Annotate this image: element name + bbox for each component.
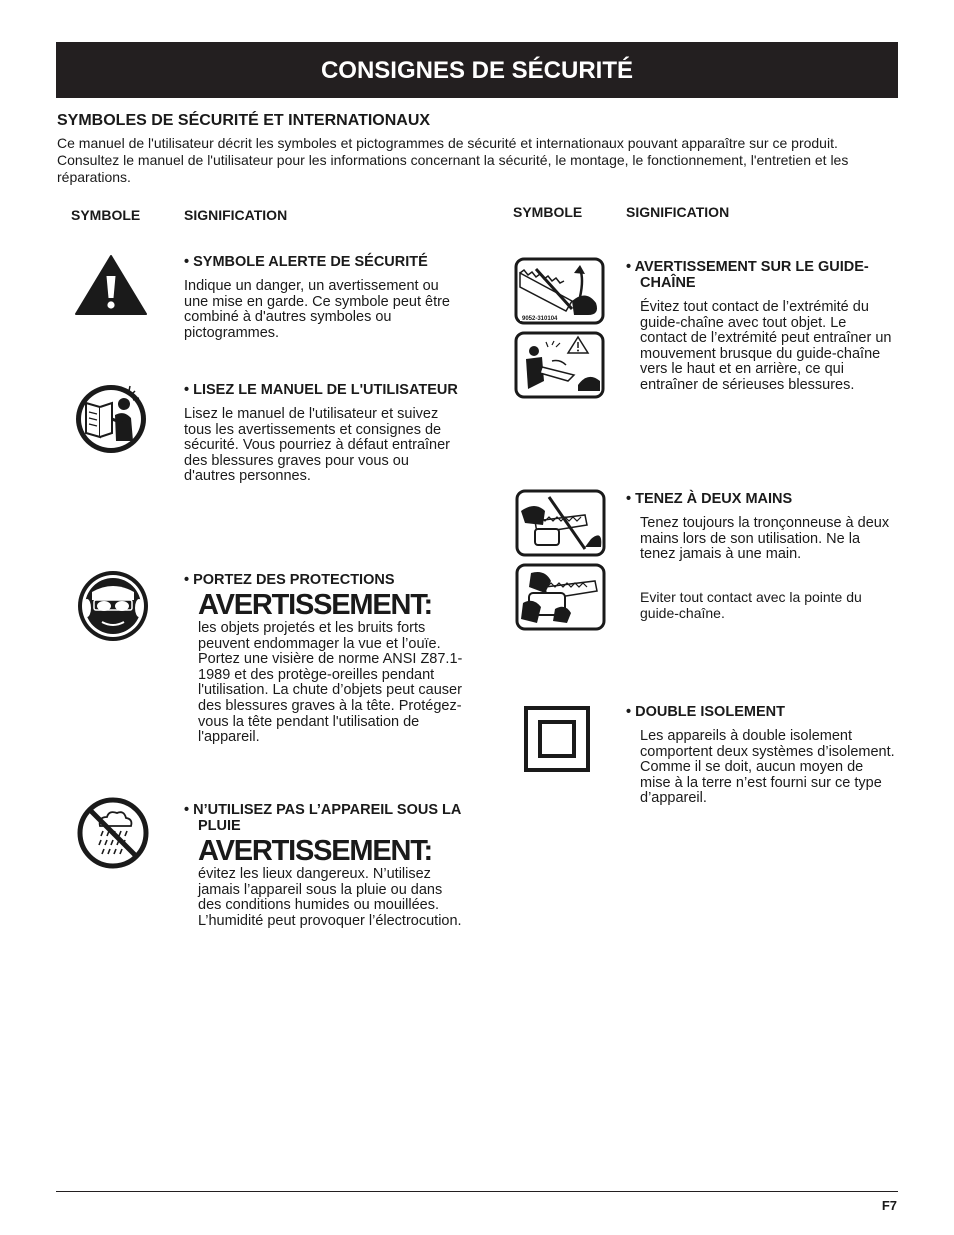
section-title: SYMBOLES DE SÉCURITÉ ET INTERNATIONAUX bbox=[57, 112, 431, 129]
two-hands-note: Eviter tout contact avec la pointe du guide-chaîne. bbox=[640, 588, 862, 621]
read-manual-text: Lisez le manuel de l'utilisateur et suivez tous les avertissements et consignes de sécurité. Vous pourriez à défaut entraîner des blessures graves pour vous ou d'autres personnes. bbox=[184, 406, 450, 485]
right-meaning-column-header: SIGNIFICATION bbox=[626, 204, 730, 220]
read-manual-heading: • LISEZ LE MANUEL DE L'UTILISATEUR bbox=[184, 382, 458, 398]
protective-gear-heading: • PORTEZ DES PROTECTIONS bbox=[184, 572, 395, 588]
two-hands-heading: • TENEZ À DEUX MAINS bbox=[626, 491, 793, 507]
read-manual-icon bbox=[74, 383, 148, 455]
no-rain-heading: • N’UTILISEZ PAS L’APPAREIL SOUS LA PLUIE bbox=[184, 802, 461, 834]
chain-guide-warning-heading: • AVERTISSEMENT SUR LE GUIDE-CHAÎNE bbox=[626, 259, 869, 291]
protective-gear-text: les objets projetés et les bruits forts peuvent endommager la vue et l’ouïe. Portez une visière de norme ANSI Z87.1-1989 et des protège-oreilles pendant l'utilisation. La chute d’objets peut causer des blessures graves à la tête. Protégez-vous la tête pendant l'utilisation de l'appareil. bbox=[198, 620, 463, 746]
kickback-operator-icon bbox=[514, 331, 605, 399]
chain-guide-warning-text: Évitez tout contact de l’extrémité du guide-chaîne avec tout objet. Le contact de l’extrémité peut entraîner un mouvement brusque du guide-chaîne vers le haut et en arrière, ce qui entraîner de sérieuses blessures. bbox=[640, 299, 892, 393]
protective-gear-warning: AVERTISSEMENT: bbox=[198, 589, 433, 621]
right-symbol-column-header: SYMBOLE bbox=[513, 204, 583, 220]
page-number: F7 bbox=[881, 1198, 897, 1213]
left-meaning-column-header: SIGNIFICATION bbox=[184, 207, 288, 223]
double-insulation-text: Les appareils à double isolement comportent deux systèmes d’isolement. Comme il se doit, aucun moyen de mise à la terre n’est fourni sur ce type d’appareil. bbox=[640, 728, 895, 807]
kickback-icon bbox=[514, 257, 605, 325]
two-hands-icon bbox=[515, 489, 606, 557]
page-header-banner bbox=[56, 42, 898, 98]
protective-gear-entry bbox=[184, 572, 464, 746]
no-rain-warning: AVERTISSEMENT: bbox=[198, 835, 433, 867]
no-rain-text: évitez les lieux dangereux. N’utilisez jamais l’appareil sous la pluie ou dans des conditions humides ou mouillées. L’humidité peut provoquer l’électrocution. bbox=[198, 866, 462, 929]
footer-divider bbox=[56, 1191, 898, 1192]
safety-alert-entry bbox=[184, 254, 464, 341]
double-insulation-heading: • DOUBLE ISOLEMENT bbox=[626, 704, 785, 720]
read-manual-entry bbox=[184, 382, 464, 485]
safety-alert-text: Indique un danger, un avertissement ou une mise en garde. Ce symbole peut être combiné à d'autres symboles ou pictogrammes. bbox=[184, 278, 450, 341]
double-insulation-icon bbox=[524, 706, 590, 772]
safety-alert-icon bbox=[74, 254, 148, 316]
double-insulation-entry bbox=[626, 704, 896, 807]
safety-alert-heading: • SYMBOLE ALERTE DE SÉCURITÉ bbox=[184, 254, 428, 270]
page-title: CONSIGNES DE SÉCURITÉ bbox=[320, 57, 634, 84]
intro-paragraph: Ce manuel de l'utilisateur décrit les symboles et pictogrammes de sécurité et internationaux pouvant apparaître sur ce produit. Consultez le manuel de l'utilisateur pour les informations concernant la sécurité, le montage, le fonctionnement, l'entretien et les réparations. bbox=[57, 135, 849, 185]
two-hands-text: Tenez toujours la tronçonneuse à deux mains lors de son utilisation. Ne la tenez jamais à une main. bbox=[640, 515, 890, 563]
two-hands-grip-icon bbox=[515, 563, 606, 631]
two-hands-entry bbox=[626, 491, 896, 621]
protective-gear-icon bbox=[76, 570, 150, 642]
chain-guide-warning-entry bbox=[626, 259, 896, 394]
no-rain-icon bbox=[76, 796, 150, 870]
left-symbol-column-header: SYMBOLE bbox=[71, 207, 141, 223]
kickback-icon-label: 9052-310104 bbox=[522, 316, 558, 322]
no-rain-entry bbox=[184, 802, 464, 929]
